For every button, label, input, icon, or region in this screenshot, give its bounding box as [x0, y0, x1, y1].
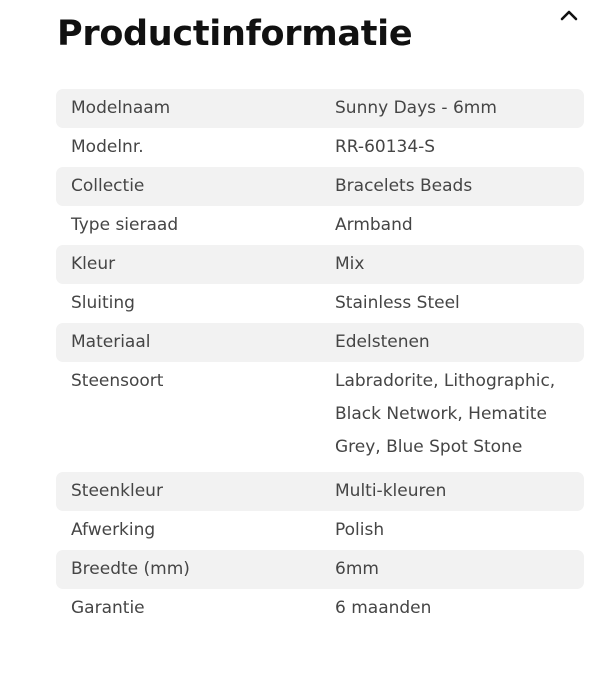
spec-label: Garantie	[71, 598, 145, 618]
section-title: Productinformatie	[57, 14, 413, 54]
spec-label: Kleur	[71, 254, 116, 274]
spec-value: RR-60134-S	[335, 137, 436, 157]
spec-row-modelnr	[56, 128, 584, 167]
spec-value: Edelstenen	[335, 332, 430, 352]
spec-label: Collectie	[71, 176, 145, 196]
spec-row-collectie	[56, 167, 584, 206]
spec-row-garantie	[56, 589, 584, 628]
spec-label: Modelnaam	[71, 98, 171, 118]
spec-value: Labradorite, Lithographic, Black Network, Hematite Grey, Blue Spot Stone	[335, 371, 556, 457]
spec-label: Sluiting	[71, 293, 135, 313]
spec-value: 6 maanden	[335, 598, 432, 618]
spec-value: Bracelets Beads	[335, 176, 473, 196]
collapse-toggle-button[interactable]	[556, 4, 582, 26]
spec-row-breedte	[56, 550, 584, 589]
spec-row-steensoort	[56, 362, 584, 472]
spec-row-modelnaam	[56, 89, 584, 128]
spec-label: Modelnr.	[71, 137, 144, 157]
spec-label: Steenkleur	[71, 481, 163, 501]
spec-row-type-sieraad	[56, 206, 584, 245]
spec-row-sluiting	[56, 284, 584, 323]
spec-label: Steensoort	[71, 371, 164, 391]
spec-value: Mix	[335, 254, 365, 274]
spec-value: 6mm	[335, 559, 379, 579]
spec-value: Stainless Steel	[335, 293, 460, 313]
spec-value: Polish	[335, 520, 385, 540]
spec-row-afwerking	[56, 511, 584, 550]
spec-value: Sunny Days - 6mm	[335, 98, 497, 118]
spec-label: Type sieraad	[71, 215, 179, 235]
spec-label: Breedte (mm)	[71, 559, 190, 579]
spec-row-steenkleur	[56, 472, 584, 511]
spec-value: Armband	[335, 215, 413, 235]
product-spec-table	[56, 89, 584, 628]
spec-label: Materiaal	[71, 332, 151, 352]
chevron-up-icon	[556, 4, 582, 26]
spec-row-kleur	[56, 245, 584, 284]
spec-row-materiaal	[56, 323, 584, 362]
spec-label: Afwerking	[71, 520, 156, 540]
spec-value: Multi-kleuren	[335, 481, 447, 501]
